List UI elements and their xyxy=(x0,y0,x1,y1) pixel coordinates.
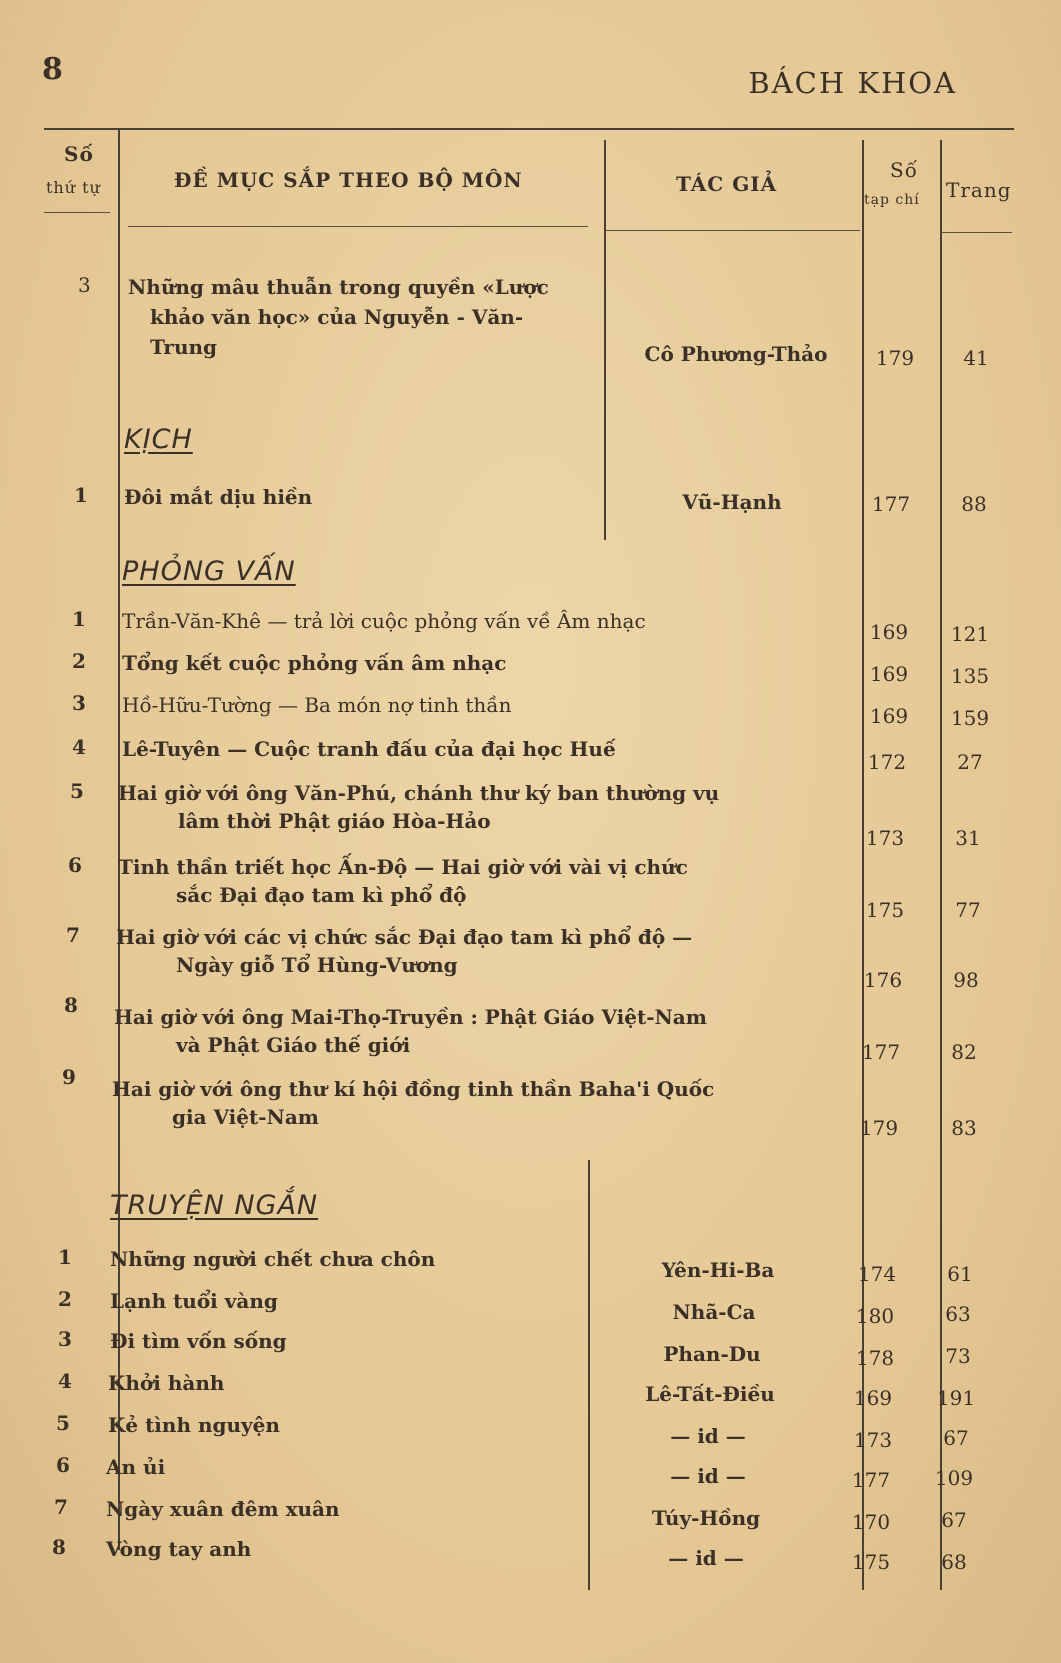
header-title-column: ĐỀ MỤC SẮP THEO BỘ MÔN xyxy=(174,168,523,192)
header-author-column: TÁC GIẢ xyxy=(676,172,778,196)
row-page: 67 xyxy=(943,1426,969,1450)
row-author: Vũ-Hạnh xyxy=(682,490,782,514)
row-number: 5 xyxy=(56,1411,70,1435)
row-number: 1 xyxy=(74,483,88,507)
row-title-line: khảo văn học» của Nguyễn - Văn- xyxy=(150,305,524,329)
header-stt-top: Số xyxy=(64,142,94,166)
row-number: 7 xyxy=(66,923,80,947)
row-title-line: sắc Đại đạo tam kì phổ độ xyxy=(176,883,467,907)
row-title-line: Hai giờ với ông Văn-Phú, chánh thư ký ban thường vụ xyxy=(118,781,720,805)
row-issue: 179 xyxy=(859,1116,899,1140)
row-title-line: Những người chết chưa chôn xyxy=(110,1247,436,1271)
row-author: Nhã-Ca xyxy=(672,1300,756,1324)
row-title-line: Tinh thần triết học Ấn-Độ — Hai giờ với vài vị chức xyxy=(118,855,688,879)
row-page: 27 xyxy=(957,750,983,774)
page-number: 8 xyxy=(42,52,63,87)
column-divider xyxy=(940,140,942,1590)
row-number: 5 xyxy=(70,779,84,803)
row-title-line: Trung xyxy=(150,335,218,359)
row-issue: 177 xyxy=(851,1468,891,1492)
row-author: Túy-Hồng xyxy=(651,1506,761,1530)
row-page: 109 xyxy=(934,1466,974,1490)
section-heading-phong-van: PHỎNG VẤN xyxy=(122,556,296,587)
row-title-line: Hai giờ với ông thư kí hội đồng tinh thần Baha'i Quốc xyxy=(112,1077,715,1101)
row-page: 121 xyxy=(950,622,990,646)
running-title: BÁCH KHOA xyxy=(748,66,957,100)
section-heading-truyen-ngan: TRUYỆN NGẮN xyxy=(110,1190,319,1221)
row-title-line: Tổng kết cuộc phỏng vấn âm nhạc xyxy=(122,651,507,675)
header-issue-top: Số xyxy=(890,158,918,182)
row-issue: 176 xyxy=(863,968,903,992)
row-title-line: Khởi hành xyxy=(108,1371,225,1395)
row-title-line: Hai giờ với các vị chức sắc Đại đạo tam kì phổ độ — xyxy=(116,925,693,949)
row-page: 82 xyxy=(951,1040,977,1064)
row-page: 135 xyxy=(950,664,990,688)
row-page: 83 xyxy=(951,1116,977,1140)
row-number: 9 xyxy=(62,1065,76,1089)
row-number: 3 xyxy=(72,691,86,715)
row-title-line: Đi tìm vốn sống xyxy=(110,1329,287,1353)
row-author: Lê-Tất-Điều xyxy=(645,1382,775,1406)
row-issue: 174 xyxy=(857,1262,897,1286)
section-heading-kich: KỊCH xyxy=(124,424,193,455)
row-number: 1 xyxy=(72,607,86,631)
row-title-line: Lê-Tuyên — Cuộc tranh đấu của đại học Huế xyxy=(122,737,616,761)
row-title-line: lâm thời Phật giáo Hòa-Hảo xyxy=(178,809,491,833)
row-page: 63 xyxy=(945,1302,971,1326)
row-issue: 177 xyxy=(871,492,911,516)
row-issue: 175 xyxy=(851,1550,891,1574)
row-title-line: Kẻ tình nguyện xyxy=(108,1413,280,1437)
row-author: Yên-Hi-Ba xyxy=(661,1258,775,1282)
row-title-line: Những mâu thuẫn trong quyền «Lược xyxy=(128,275,549,299)
row-issue: 169 xyxy=(869,662,909,686)
row-page: 191 xyxy=(936,1386,976,1410)
row-author: — id — xyxy=(670,1424,746,1448)
row-title-line: và Phật Giáo thế giới xyxy=(176,1033,411,1057)
header-page-column: Trang xyxy=(946,178,1012,202)
row-title-line: Hồ-Hữu-Tường — Ba món nợ tinh thần xyxy=(122,693,512,717)
header-underline xyxy=(128,226,588,227)
header-underline xyxy=(44,212,110,213)
row-title-line: Vòng tay anh xyxy=(106,1537,252,1561)
header-underline xyxy=(942,232,1012,233)
column-divider xyxy=(604,140,606,540)
row-number: 2 xyxy=(72,649,86,673)
row-number: 8 xyxy=(52,1535,66,1559)
row-issue: 173 xyxy=(853,1428,893,1452)
row-issue: 172 xyxy=(867,750,907,774)
row-issue: 178 xyxy=(855,1346,895,1370)
row-issue: 169 xyxy=(869,704,909,728)
row-page: 98 xyxy=(953,968,979,992)
row-number: 6 xyxy=(56,1453,70,1477)
row-issue: 179 xyxy=(875,346,915,370)
row-page: 88 xyxy=(961,492,987,516)
row-author: Cô Phương-Thảo xyxy=(644,342,828,366)
row-title-line: Đôi mắt dịu hiền xyxy=(124,485,313,509)
row-issue: 169 xyxy=(869,620,909,644)
row-title-line: Trần-Văn-Khê — trả lời cuộc phỏng vấn về Âm nhạc xyxy=(122,609,646,633)
row-number: 3 xyxy=(58,1327,72,1351)
row-issue: 175 xyxy=(865,898,905,922)
row-number: 6 xyxy=(68,853,82,877)
row-issue: 180 xyxy=(855,1304,895,1328)
row-title-line: Ngày xuân đêm xuân xyxy=(106,1497,340,1521)
row-number: 7 xyxy=(54,1495,68,1519)
row-title-line: Ngày giỗ Tổ Hùng-Vương xyxy=(176,953,458,977)
row-issue: 169 xyxy=(853,1386,893,1410)
row-page: 31 xyxy=(955,826,981,850)
row-author: — id — xyxy=(668,1546,744,1570)
row-author: — id — xyxy=(670,1464,746,1488)
row-title-line: Lạnh tuổi vàng xyxy=(110,1289,278,1313)
row-number: 2 xyxy=(58,1287,72,1311)
row-page: 77 xyxy=(955,898,981,922)
header-stt-bottom: thứ tự xyxy=(46,178,101,197)
row-number: 3 xyxy=(78,273,91,297)
column-divider xyxy=(862,140,864,1590)
row-page: 159 xyxy=(950,706,990,730)
row-page: 73 xyxy=(945,1344,971,1368)
row-title-line: gia Việt-Nam xyxy=(172,1105,319,1129)
row-number: 4 xyxy=(72,735,86,759)
header-issue-bottom: tạp chí xyxy=(864,192,920,208)
row-issue: 177 xyxy=(861,1040,901,1064)
row-author: Phan-Du xyxy=(663,1342,761,1366)
row-title-line: Hai giờ với ông Mai-Thọ-Truyền : Phật Giáo Việt-Nam xyxy=(114,1005,707,1029)
row-number: 8 xyxy=(64,993,78,1017)
row-number: 1 xyxy=(58,1245,72,1269)
row-page: 67 xyxy=(941,1508,967,1532)
top-rule xyxy=(44,128,1014,130)
row-title-line: An ủi xyxy=(106,1455,166,1479)
row-page: 61 xyxy=(947,1262,973,1286)
row-issue: 173 xyxy=(865,826,905,850)
row-page: 68 xyxy=(941,1550,967,1574)
row-number: 4 xyxy=(58,1369,72,1393)
header-underline xyxy=(606,230,860,231)
row-issue: 170 xyxy=(851,1510,891,1534)
row-page: 41 xyxy=(963,346,989,370)
